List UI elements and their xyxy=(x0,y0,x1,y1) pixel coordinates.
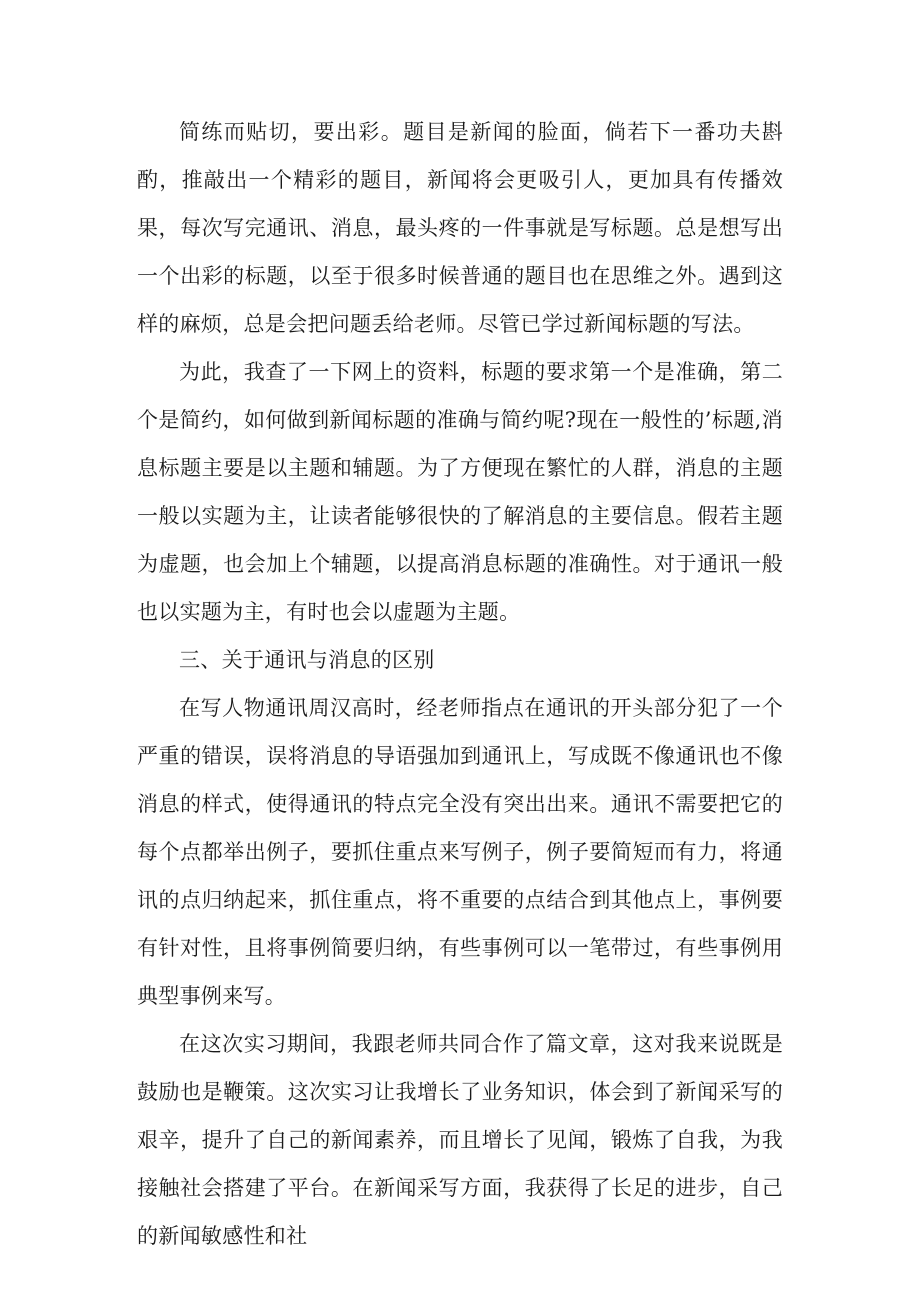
paragraph-feature-vs-news: 在写人物通讯周汉高时，经老师指点在通讯的开头部分犯了一个严重的错误，误将消息的导语强加到通讯上，写成既不像通讯也不像消息的样式，使得通讯的特点完全没有突出出来。通讯不需要把它的每个点都举出例子，要抓住重点来写例子，例子要简短而有力，将通讯的点归纳起来，抓住重点，将不重要的点结合到其他点上，事例要有针对性，且将事例简要归纳，有些事例可以一笔带过，有些事例用典型事例来写。 xyxy=(137,696,783,1008)
paragraph-title-requirements: 为此，我查了一下网上的资料，标题的要求第一个是准确，第二个是简约，如何做到新闻标题的准确与简约呢?现在一般性的’标题,消息标题主要是以主题和辅题。为了方便现在繁忙的人群，消息的主题一般以实题为主，让读者能够很快的了解消息的主要信息。假若主题为虚题，也会加上个辅题，以提高消息标题的准确性。对于通讯一般也以实题为主，有时也会以虚题为主题。 xyxy=(137,360,783,624)
document-body xyxy=(137,108,783,1260)
section-heading: 三、关于通讯与消息的区别 xyxy=(179,648,435,672)
paragraph-title-writing: 简练而贴切，要出彩。题目是新闻的脸面，倘若下一番功夫斟酌，推敲出一个精彩的题目，新闻将会更吸引人，更加具有传播效果，每次写完通讯、消息，最头疼的一件事就是写标题。总是想写出一个出彩的标题，以至于很多时候普通的题目也在思维之外。遇到这样的麻烦，总是会把问题丢给老师。尽管已学过新闻标题的写法。 xyxy=(137,120,783,336)
paragraph-internship-summary: 在这次实习期间，我跟老师共同合作了篇文章，这对我来说既是鼓励也是鞭策。这次实习让我增长了业务知识，体会到了新闻采写的艰辛，提升了自己的新闻素养，而且增长了见闻，锻炼了自我，为我接触社会搭建了平台。在新闻采写方面，我获得了长足的进步，自己的新闻敏感性和社 xyxy=(137,1032,783,1248)
